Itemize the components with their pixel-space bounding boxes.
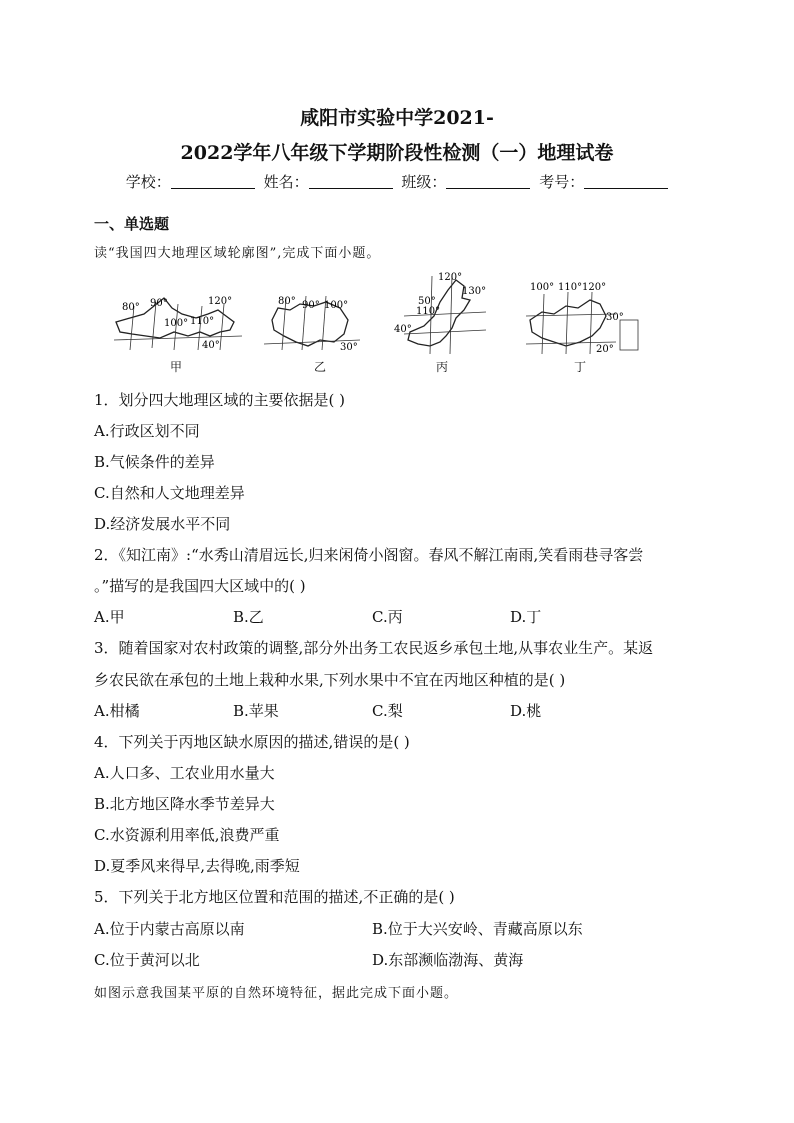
exam-title-line2: 2022学年八年级下学期阶段性检测（一）地理试卷 <box>180 142 614 164</box>
map-yi-deg-2: 100° <box>324 300 349 311</box>
map-bing-outline <box>390 270 500 370</box>
q4-option-d: D.夏季风来得早,去得晚,雨季短 <box>94 857 300 875</box>
map-jia-deg-2: 100° <box>164 318 189 329</box>
q3-stem-line1: 3．随着国家对农村政策的调整,部分外出务工农民返乡承包土地,从事农业生产。某返 <box>94 639 654 657</box>
exam-title-line1: 咸阳市实验中学2021- <box>300 107 494 129</box>
map-bing-deg-2: 50° <box>418 296 436 307</box>
q5-option-a: A.位于内蒙古高原以南 <box>94 920 245 938</box>
map-yi-deg-3: 30° <box>340 342 358 353</box>
q4-option-a: A.人口多、工农业用水量大 <box>94 764 275 782</box>
q1-stem: 1．划分四大地理区域的主要依据是( ) <box>94 391 346 409</box>
q3-stem-line2: 乡农民欲在承包的土地上栽种水果,下列水果中不宜在丙地区种植的是( ) <box>94 671 566 689</box>
map-bing-deg-3: 110° <box>416 306 441 317</box>
q2-stem-line1: 2．《知江南》:“水秀山清眉远长,归来闲倚小阁窗。春风不解江南雨,笑看雨巷寻客尝 <box>94 546 644 564</box>
map-bing <box>390 270 500 374</box>
map-ding <box>520 270 650 374</box>
map-bing-deg-1: 130° <box>462 286 487 297</box>
q2-stem-line2: 。”描写的是我国四大区域中的( ) <box>94 577 306 595</box>
map-ding-deg-4: 20° <box>596 344 614 355</box>
map-jia-deg-4: 120° <box>208 296 233 307</box>
map-jia-deg-1: 90° <box>150 298 168 309</box>
q2-option-c: C.丙 <box>372 608 403 626</box>
map-ding-outline <box>520 270 650 370</box>
map-yi-caption: 乙 <box>314 360 327 374</box>
region-maps-figure <box>110 270 650 374</box>
q1-option-c: C.自然和人文地理差异 <box>94 484 245 502</box>
class-blank <box>446 174 530 189</box>
name-label: 姓名： <box>263 173 309 191</box>
q1-option-b: B.气候条件的差异 <box>94 453 215 471</box>
school-label: 学校： <box>125 173 171 191</box>
q3-option-b: B.苹果 <box>233 702 279 720</box>
intro-text-1: 读“我国四大地理区域轮廓图”,完成下面小题。 <box>94 246 381 261</box>
map-yi-outline <box>260 270 370 370</box>
q5-option-c: C.位于黄河以北 <box>94 951 200 969</box>
number-blank <box>584 174 668 189</box>
q2-option-d: D.丁 <box>510 608 542 626</box>
name-blank <box>309 174 393 189</box>
q2-option-a: A.甲 <box>94 608 125 626</box>
student-info-row <box>0 171 794 192</box>
map-jia-deg-3: 110° <box>190 316 215 327</box>
intro-text-2: 如图示意我国某平原的自然环境特征，据此完成下面小题。 <box>94 986 459 1001</box>
q5-option-b: B.位于大兴安岭、青藏高原以东 <box>372 920 583 938</box>
q4-option-b: B.北方地区降水季节差异大 <box>94 795 275 813</box>
section-heading: 一、单选题 <box>94 215 170 233</box>
q1-option-a: A.行政区划不同 <box>94 422 200 440</box>
q5-option-d: D.东部濒临渤海、黄海 <box>372 951 524 969</box>
map-bing-deg-4: 40° <box>394 324 412 335</box>
map-ding-deg-2: 120° <box>582 282 607 293</box>
map-bing-deg-0: 120° <box>438 272 463 283</box>
map-jia-deg-5: 40° <box>202 340 220 351</box>
q2-option-b: B.乙 <box>233 608 264 626</box>
q3-option-a: A.柑橘 <box>94 702 140 720</box>
map-yi-deg-0: 80° <box>278 296 296 307</box>
map-yi <box>260 270 370 374</box>
q5-stem: 5．下列关于北方地区位置和范围的描述,不正确的是( ) <box>94 888 455 906</box>
map-jia <box>110 270 250 374</box>
map-jia-outline <box>110 270 250 370</box>
q3-option-d: D.桃 <box>510 702 542 720</box>
map-ding-caption: 丁 <box>574 360 587 374</box>
map-yi-deg-1: 90° <box>302 300 320 311</box>
q3-option-c: C.梨 <box>372 702 403 720</box>
class-label: 班级： <box>401 173 447 191</box>
map-jia-caption: 甲 <box>170 360 183 374</box>
map-ding-deg-1: 110° <box>558 282 583 293</box>
map-ding-deg-3: 30° <box>606 312 624 323</box>
number-label: 考号： <box>539 173 585 191</box>
map-jia-deg-0: 80° <box>122 302 140 313</box>
school-blank <box>171 174 255 189</box>
map-bing-caption: 丙 <box>436 360 449 374</box>
q4-stem: 4．下列关于丙地区缺水原因的描述,错误的是( ) <box>94 733 410 751</box>
q1-option-d: D.经济发展水平不同 <box>94 515 231 533</box>
q4-option-c: C.水资源利用率低,浪费严重 <box>94 826 280 844</box>
map-ding-deg-0: 100° <box>530 282 555 293</box>
